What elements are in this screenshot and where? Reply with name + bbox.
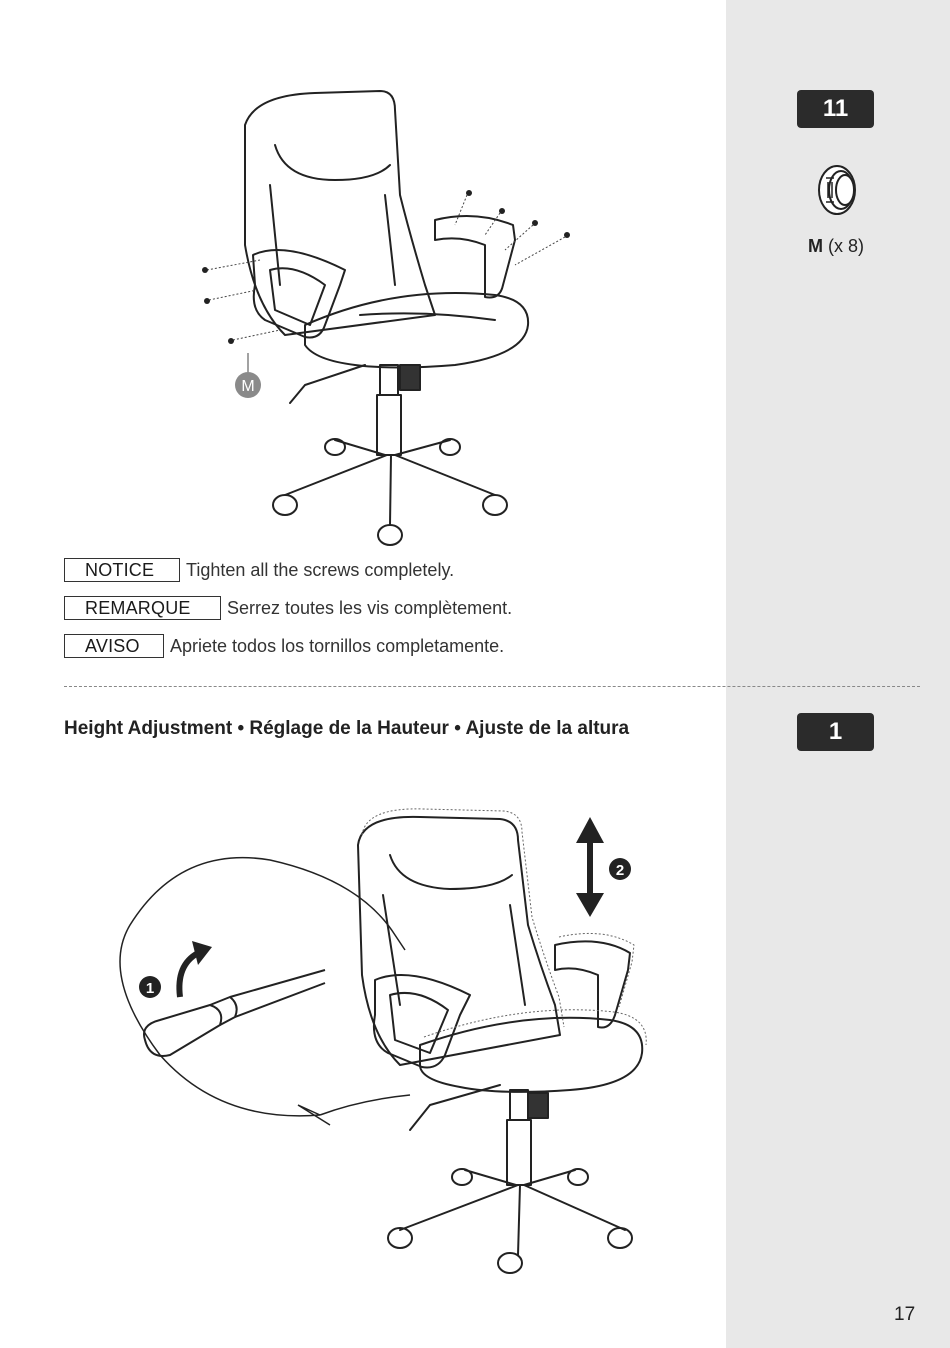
step-number-badge-2: 1 [797, 713, 874, 751]
part-letter: M [808, 236, 823, 256]
note-row-remarque [64, 594, 512, 620]
height-adjustment-illustration [100, 805, 660, 1280]
chair-armrest-assembly-illustration [195, 85, 585, 555]
section-divider [64, 686, 920, 687]
note-row-notice [64, 556, 454, 582]
step-number-badge: 11 [797, 90, 874, 128]
aviso-text: Apriete todos los tornillos completamente. [170, 636, 505, 656]
callout-step-one: 1 [145, 980, 155, 997]
part-quantity: (x 8) [828, 236, 865, 256]
notice-text: Tighten all the screws completely. [186, 560, 455, 580]
notice-label: NOTICE [64, 558, 180, 582]
part-caption [808, 236, 864, 257]
remarque-text: Serrez toutes les vis complètement. [227, 598, 513, 618]
page-number: 17 [894, 1304, 916, 1325]
aviso-label: AVISO [64, 634, 164, 658]
section-title: Height Adjustment • Réglage de la Hauteur • Ajuste de la altura [64, 718, 630, 739]
screw-cap-icon [812, 158, 862, 220]
callout-step-two: 2 [615, 862, 625, 879]
remarque-label: REMARQUE [64, 596, 221, 620]
part-marker-label: M [241, 378, 255, 395]
note-row-aviso [64, 632, 504, 658]
